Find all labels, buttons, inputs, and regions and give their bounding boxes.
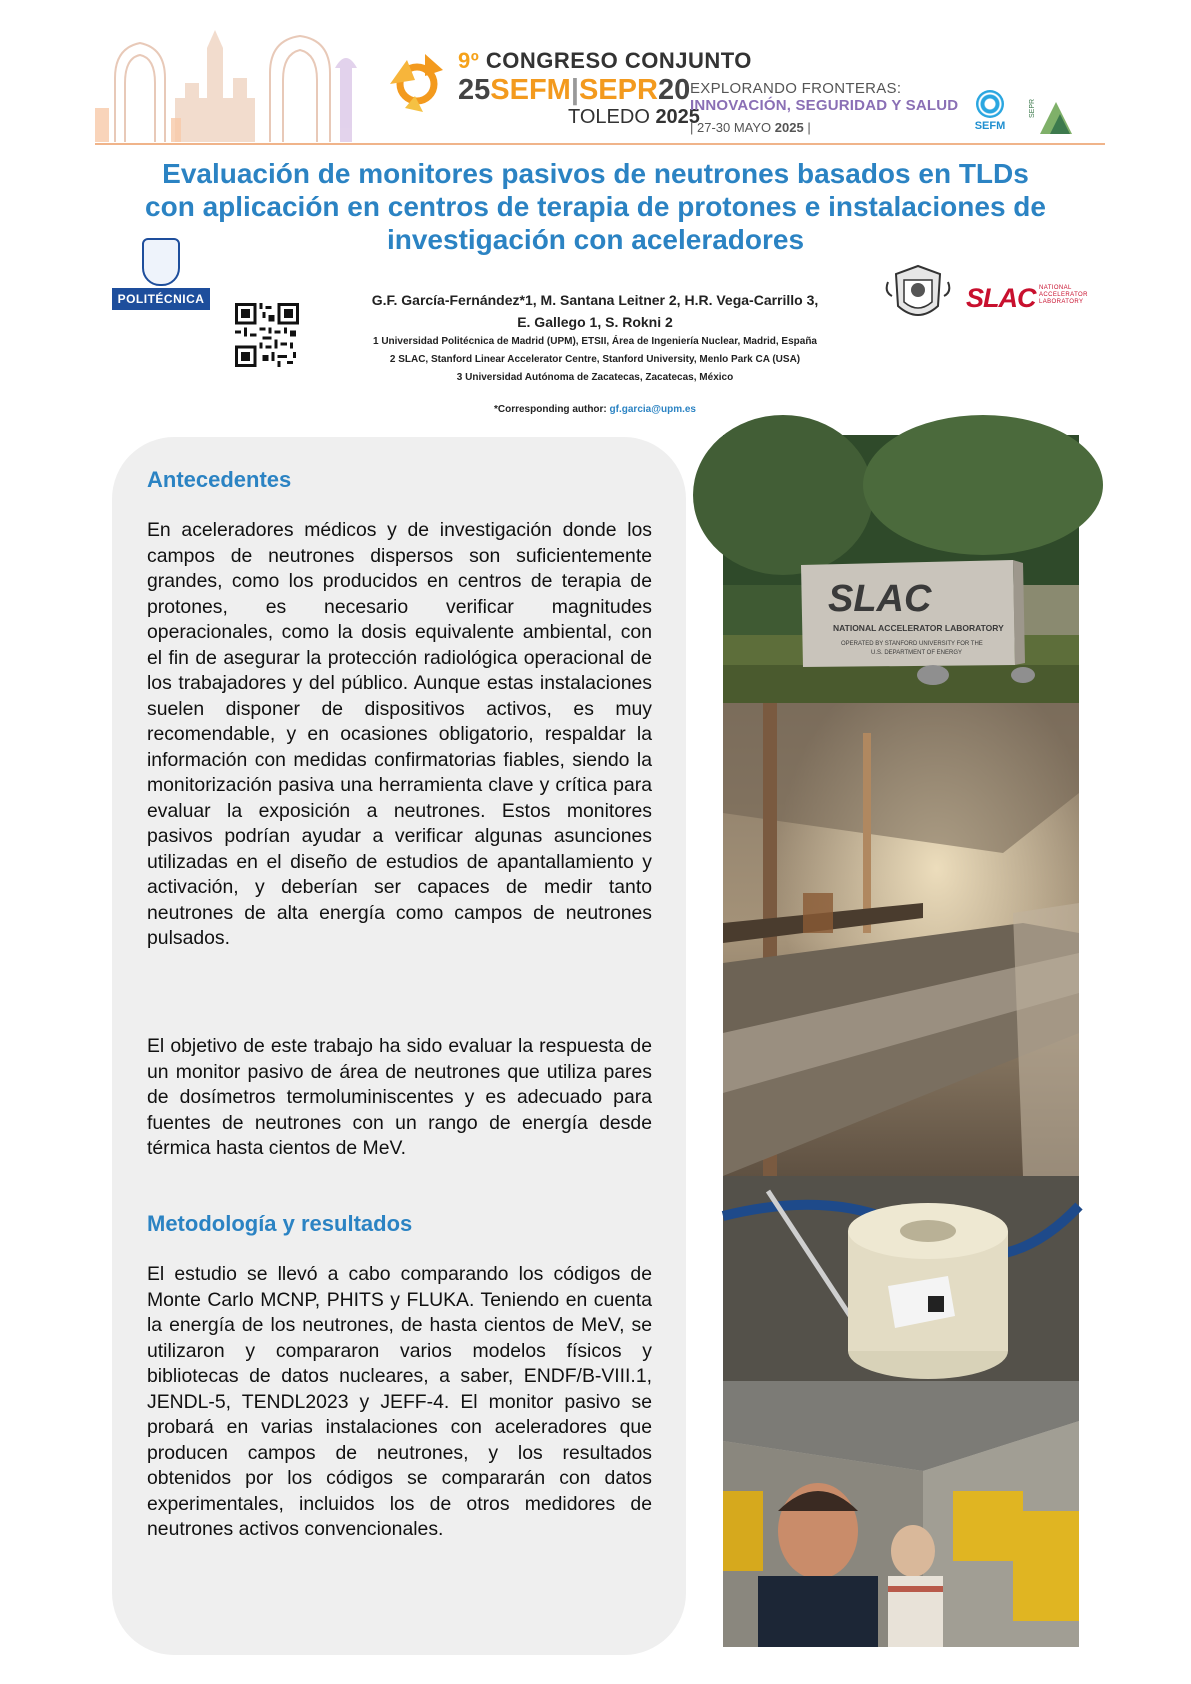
upm-logo-label: POLITÉCNICA [112, 288, 210, 310]
sign-line-3: U.S. DEPARTMENT OF ENERGY [871, 650, 963, 656]
neutron-monitor-photo [723, 1176, 1079, 1381]
title-line-1: Evaluación de monitores pasivos de neutrones basados en TLDs [162, 158, 1029, 189]
congress-city: TOLEDO [568, 106, 650, 128]
congress-tagline [690, 80, 958, 135]
slac-logo [966, 283, 1086, 311]
toledo-arches-illustration [95, 28, 360, 142]
tagline-line-1: EXPLORANDO FRONTERAS: [690, 80, 902, 97]
corresponding-author [300, 404, 890, 415]
sefm-circle-icon [976, 90, 1004, 118]
slac-logo-word: SLAC [966, 283, 1036, 313]
congress-ordinal: 9º [458, 48, 480, 73]
antecedentes-paragraph-2: El objetivo de este trabajo ha sido evaluar la respuesta de un monitor pasivo de área de neutrones que utiliza pares de dosímetros termoluminiscentes y es adecuado para fuentes de neutrones con un rango de energía desde térmica hasta cientos de MeV. [147, 1035, 652, 1159]
sepr-number: 20 [657, 74, 691, 106]
authors-line-1: G.F. García-Fernández*1, M. Santana Leitner 2, H.R. Vega-Carrillo 3, [371, 292, 819, 308]
uaz-seal-icon [882, 262, 954, 326]
sepr-text: SEPR [578, 74, 658, 106]
sign-line-2: OPERATED BY STANFORD UNIVERSITY FOR THE [841, 641, 983, 647]
upm-crest-icon [142, 238, 180, 286]
antecedentes-heading: Antecedentes [147, 467, 292, 492]
sefm-text: SEFM [490, 74, 571, 106]
authors-line-2: E. Gallego 1, S. Rokni 2 [517, 314, 673, 330]
team-selfie-tunnel-photo [723, 1381, 1079, 1647]
sign-line-1: NATIONAL ACCELERATOR LABORATORY [833, 623, 1004, 633]
slac-logo-subtitle: NATIONAL ACCELERATOR LABORATORY [1039, 285, 1088, 305]
affiliation-list [300, 333, 890, 387]
banner-divider [95, 143, 1105, 145]
affiliation-1: 1 Universidad Politécnica de Madrid (UPM), ETSII, Área de Ingeniería Nuclear, Madrid, España [372, 336, 817, 347]
poster-title [60, 157, 1131, 256]
tagline-line-2: INNOVACIÓN, SEGURIDAD Y SALUD [690, 97, 959, 114]
sefm-logo-label: SEFM [974, 120, 1006, 132]
upm-logo [112, 238, 210, 312]
slac-sign-photo [723, 435, 1079, 703]
corresponding-label: *Corresponding author: [493, 404, 610, 415]
congress-word: CONGRESO CONJUNTO [485, 48, 752, 73]
affiliation-2: 2 SLAC, Stanford Linear Accelerator Centre, Stanford University, Menlo Park CA (USA) [389, 354, 801, 365]
congress-dates: | 27-30 MAYO 2025 | [690, 120, 811, 135]
title-line-2: con aplicación en centros de terapia de protones e instalaciones de [145, 191, 1046, 222]
sepr-logo-icon [1030, 88, 1080, 138]
congress-banner [95, 28, 1105, 146]
sepr-logo-label: SEPR [1029, 98, 1036, 118]
sefm-number: 25 [458, 74, 491, 106]
affiliation-3: 3 Universidad Autónoma de Zacatecas, Zacatecas, México [456, 372, 734, 383]
title-line-3: investigación con aceleradores [386, 224, 805, 255]
metodologia-heading: Metodología y resultados [147, 1211, 413, 1236]
sefm-logo [970, 90, 1010, 132]
corresponding-email-link[interactable]: gf.garcia@upm.es [609, 404, 696, 415]
qr-code-icon[interactable] [235, 303, 299, 367]
congress-logo-icon [385, 50, 450, 115]
antecedentes-paragraph-1: En aceleradores médicos y de investigación donde los campos de neutrones dispersos son suficientemente grandes, como los producidos en centros de terapia de protones, es necesario verificar magnitudes operacionales, como la dosis equivalente ambiental, con el fin de asegurar la protección radiológica operacional de los trabajadores y del público. Aunque estas instalaciones suelen disponer de dispositivos activos, es muy recomendable, y en ocasiones obligatorio, respaldar la información con medidas confirmatorias fiables, siendo la monitorización pasiva una herramienta clave y crítica para evaluar la exposición a neutrones. Estos monitores pasivos podrían ayudar a verificar algunas asunciones utilizadas en el diseño de estudios de apantallamiento y activación, y deberían ser capaces de medir tanto neutrones de alta energía como campos de neutrones pulsados. [147, 519, 652, 949]
author-list [310, 289, 880, 333]
congress-title: 9º CONGRESO CONJUNTO 25SEFM|SEPR20 TOLEDO 2025 [458, 48, 752, 128]
accelerator-tunnel-photo [723, 703, 1079, 1176]
metodologia-paragraph-1: El estudio se llevó a cabo comparando los códigos de Monte Carlo MCNP, PHITS y FLUKA. Teniendo en cuenta la energía de los neutrones, de hasta cientos de MeV, se utilizaron y compararon varios modelos físicos y bibliotecas de datos nucleares, a saber, ENDF/B-VIII.1, JENDL-5, TENDL2023 y JEFF-4. El monitor pasivo se probará en varias instalaciones con aceleradores que producen campos de neutrones, y los resultados obtenidos por los códigos se compararán con datos experimentales, incluidos los de otros medidores de neutrones activos convencionales. [147, 1263, 652, 1540]
sign-slac-text: SLAC [828, 578, 932, 620]
congress-year: 2025 [655, 106, 700, 128]
